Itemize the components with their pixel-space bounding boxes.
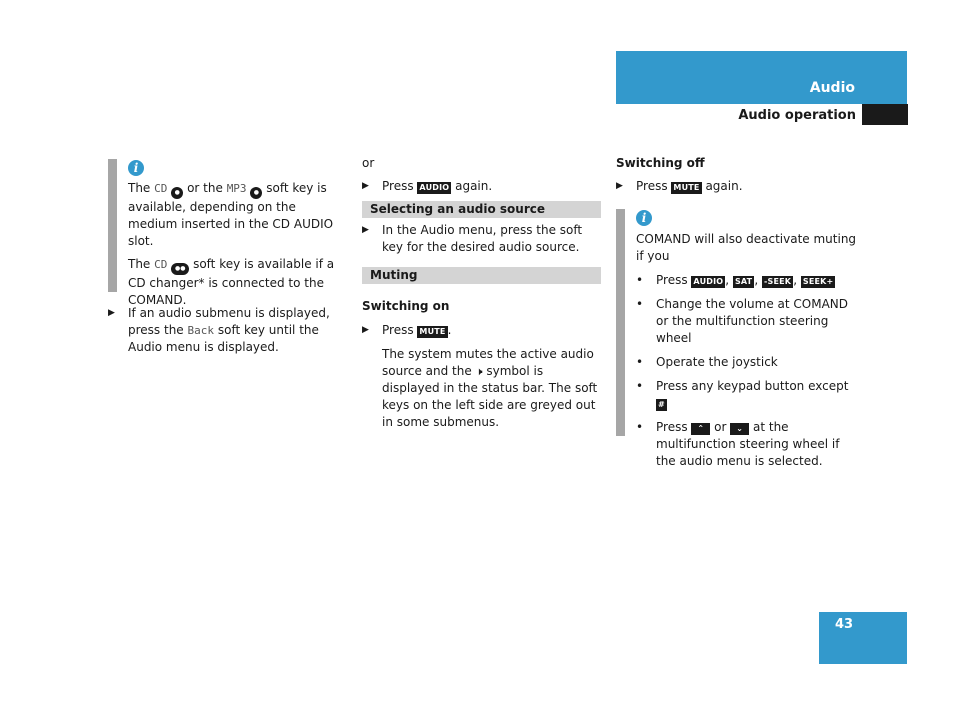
step-select-source: ▶ In the Audio menu, press the soft key for the desired audio source. [362,223,583,254]
dot-bullet-icon: • [636,420,644,434]
audio-key-icon: AUDIO [693,277,724,286]
down-button-icon: ⌄ [730,423,749,435]
info-note-muting [616,209,860,468]
cd-softkey-label: CD [154,258,168,271]
seek-down-key-icon: -SEEK [763,277,792,286]
seek-up-key-icon: SEEK+ [802,277,834,286]
disc-icon: ● [250,187,262,199]
section-title: Audio operation [738,108,856,123]
back-softkey-label: Back [187,324,215,337]
arrow-bullet-icon: ▶ [362,325,369,335]
bullet-change-volume: • Change the volume at COMAND or the multifunction steering wheel [636,297,849,345]
step-back: ▶ If an audio submenu is displayed, press the Back soft key until the Audio menu is displayed. [108,306,330,354]
dot-bullet-icon: • [636,273,644,287]
note-intro: COMAND will also deactivate muting if you [636,232,857,263]
header-banner [616,51,907,104]
note-paragraph-1: The CD ● or the MP3 ● soft key is available, depending on the medium inserted in the CD AUDIO slot. [128,181,334,248]
cd-softkey-label: CD [154,182,168,195]
arrow-bullet-icon: ▶ [616,181,623,191]
sat-key-icon: SAT [734,277,753,286]
cd-changer-icon: ●● [171,263,189,275]
bullet-keypad: • Press any keypad button except # [636,379,849,409]
dot-bullet-icon: • [636,355,644,369]
info-icon: i [636,210,652,226]
arrow-bullet-icon: ▶ [362,225,369,235]
hash-key-icon: # [658,400,665,409]
up-button-icon: ⌃ [691,423,710,435]
note-paragraph-2: The CD ●● soft key is available if a CD changer* is connected to the COMAND. [128,257,335,307]
step-press-mute: ▶ Press MUTE . [362,323,452,337]
section-marker [862,104,908,125]
or-text: or [362,156,375,170]
bullet-press-keys: • Press AUDIO , SAT , -SEEK , SEEK+ [636,273,834,287]
note-bar [108,159,117,292]
disc-icon: ● [171,187,183,199]
mute-key-icon: MUTE [419,327,446,336]
subheading-switching-off: Switching off [616,156,705,170]
info-note [108,159,348,307]
section-heading-source: Selecting an audio source [362,201,601,218]
page-number: 43 [835,617,854,632]
arrow-bullet-icon: ▶ [362,181,369,191]
speaker-muted-icon: 🕨 [475,365,483,378]
note-bar [616,209,625,436]
bullet-steering-wheel: • Press ⌃ or ⌄ at the multifunction steering wheel if the audio menu is selected. [636,420,840,468]
chapter-title: Audio [809,80,855,96]
dot-bullet-icon: • [636,297,644,311]
mute-description: The system mutes the active audio source and the 🕨 symbol is displayed in the status bar. The soft keys on the left side are greyed out in some submenus. [382,347,598,429]
step-press-audio: ▶ Press AUDIO again. [362,179,493,193]
column-3 [616,155,860,468]
subheading-switching-on: Switching on [362,299,450,313]
step-press-mute-again: ▶ Press MUTE again. [616,179,743,193]
page-number-box [819,612,907,664]
column-1 [108,159,348,356]
bullet-joystick: • Operate the joystick [636,355,778,369]
info-icon: i [128,160,144,176]
audio-key-icon: AUDIO [419,183,450,192]
arrow-bullet-icon: ▶ [108,308,115,318]
mute-key-icon: MUTE [673,183,700,192]
mp3-softkey-label: MP3 [226,182,247,195]
dot-bullet-icon: • [636,379,644,393]
section-heading-muting: Muting [362,267,601,284]
column-2 [362,155,601,431]
